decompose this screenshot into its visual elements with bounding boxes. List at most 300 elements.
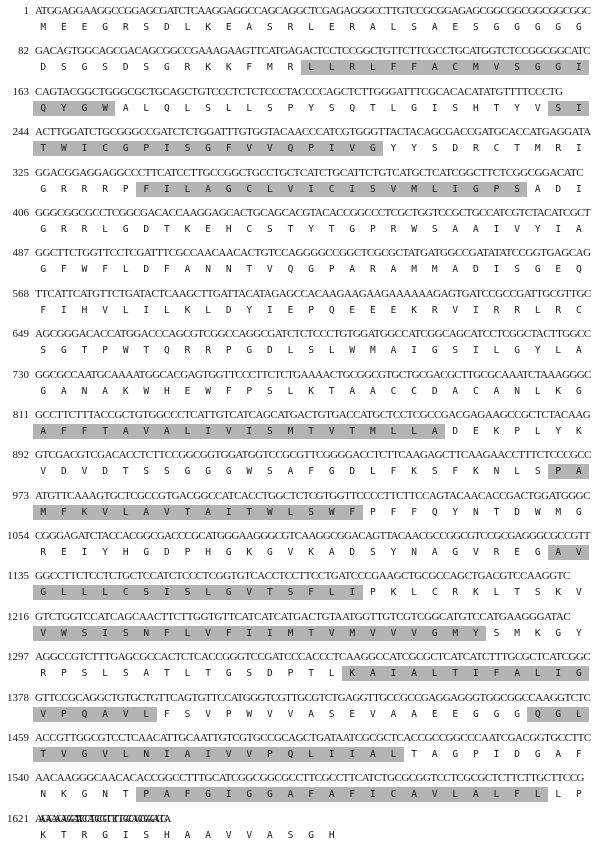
- amino-acid-residue: I: [493, 223, 500, 235]
- amino-acid-residue: T: [370, 102, 376, 114]
- amino-acid-residue: L: [164, 304, 170, 316]
- amino-acid-residue: L: [328, 345, 335, 357]
- amino-acid-residue: P: [370, 506, 376, 518]
- amino-acid-residue: S: [452, 102, 459, 114]
- amino-acid-residue: S: [431, 466, 438, 478]
- amino-acid-residue: L: [143, 102, 150, 114]
- amino-acid-residue: V: [287, 183, 294, 195]
- amino-acid-residue: S: [143, 62, 150, 74]
- amino-acid-residue: L: [184, 425, 191, 437]
- amino-acid-residue: A: [473, 789, 479, 801]
- amino-acid-residue: C: [328, 183, 335, 195]
- amino-acid-residue: W: [534, 506, 541, 518]
- amino-acid-residue: V: [61, 749, 67, 761]
- amino-acid-residue: N: [493, 466, 500, 478]
- amino-acid-residue: K: [246, 547, 253, 559]
- nucleotide-position-number: 82: [18, 45, 29, 58]
- amino-acid-residue: A: [328, 789, 335, 801]
- amino-acid-residue: A: [555, 547, 562, 559]
- amino-acid-residue: G: [308, 264, 314, 276]
- amino-acid-residue: K: [411, 466, 417, 478]
- amino-acid-residue: D: [122, 62, 129, 74]
- amino-acid-residue: F: [40, 304, 47, 316]
- amino-acid-residue: S: [308, 345, 314, 357]
- amino-acid-residue: A: [514, 668, 520, 680]
- amino-acid-residue: E: [328, 22, 335, 33]
- amino-acid-residue: L: [122, 506, 129, 518]
- amino-acid-residue: F: [61, 425, 67, 437]
- amino-acid-residue: L: [390, 425, 397, 437]
- amino-acid-residue: S: [452, 345, 459, 357]
- amino-acid-residue: R: [493, 304, 500, 316]
- amino-acid-residue: L: [411, 425, 417, 437]
- amino-acid-residue: Q: [287, 264, 294, 276]
- amino-acid-residue: A: [205, 183, 211, 195]
- amino-acid-residue: T: [287, 223, 294, 235]
- amino-acid-residue: P: [61, 708, 67, 720]
- amino-acid-residue: A: [431, 425, 438, 437]
- amino-acid-residue: R: [555, 143, 562, 155]
- amino-acid-residue: L: [184, 183, 191, 195]
- amino-acid-residue: L: [493, 587, 500, 599]
- amino-acid-residue: M: [473, 62, 479, 74]
- amino-acid-residue: F: [102, 264, 108, 276]
- amino-acid-residue: M: [370, 345, 376, 357]
- amino-acid-residue: T: [40, 749, 47, 761]
- amino-acid-residue: F: [349, 789, 356, 801]
- amino-acid-residue: R: [205, 345, 211, 357]
- nucleotide-position-number: 811: [12, 408, 29, 421]
- amino-acid-residue: D: [452, 425, 459, 437]
- amino-acid-residue: V: [225, 829, 232, 841]
- amino-acid-residue: Y: [390, 143, 397, 155]
- amino-acid-residue: A: [411, 708, 417, 720]
- amino-acid-residue: A: [534, 183, 541, 195]
- amino-acid-residue: L: [452, 789, 459, 801]
- amino-acid-residue: L: [390, 749, 397, 761]
- amino-acid-residue: R: [370, 264, 376, 276]
- amino-acid-residue: D: [61, 466, 67, 478]
- amino-acid-residue: L: [184, 102, 191, 114]
- amino-acid-residue: Q: [287, 749, 294, 761]
- amino-acid-residue: F: [308, 587, 314, 599]
- amino-acid-residue: L: [576, 708, 582, 720]
- amino-acid-residue: V: [576, 547, 582, 559]
- amino-acid-residue: V: [40, 466, 47, 478]
- amino-acid-row: [33, 666, 593, 681]
- amino-acid-residue: A: [102, 708, 108, 720]
- amino-acid-residue: Y: [102, 547, 108, 559]
- amino-acid-residue: L: [184, 668, 191, 680]
- amino-acid-residue: P: [370, 587, 376, 599]
- amino-acid-residue: V: [411, 627, 417, 639]
- sequence-block: [0, 732, 601, 772]
- amino-acid-residue: S: [370, 183, 376, 195]
- amino-acid-residue: I: [122, 829, 129, 841]
- amino-acid-residue: F: [576, 749, 582, 761]
- amino-acid-residue: L: [534, 789, 541, 801]
- amino-acid-residue: S: [267, 22, 273, 33]
- amino-acid-residue: I: [164, 183, 170, 195]
- amino-acid-residue: A: [267, 829, 273, 841]
- amino-acid-residue: L: [534, 304, 541, 316]
- amino-acid-residue: I: [576, 143, 582, 155]
- amino-acid-residue: A: [122, 425, 129, 437]
- amino-acid-residue: M: [411, 183, 417, 195]
- amino-acid-residue: F: [493, 668, 500, 680]
- amino-acid-residue: D: [555, 183, 562, 195]
- amino-acid-residue: D: [349, 466, 356, 478]
- amino-acid-residue: S: [514, 183, 520, 195]
- amino-acid-residue: A: [555, 749, 562, 761]
- amino-acid-residue: I: [576, 62, 582, 74]
- amino-acid-residue: F: [308, 466, 314, 478]
- amino-acid-residue: G: [534, 749, 541, 761]
- amino-acid-residue: I: [143, 304, 150, 316]
- amino-acid-residue: P: [267, 749, 273, 761]
- amino-acid-residue: C: [431, 587, 438, 599]
- amino-acid-residue: Q: [164, 345, 170, 357]
- amino-acid-residue: P: [61, 668, 67, 680]
- amino-acid-residue: K: [555, 587, 562, 599]
- amino-acid-residue: E: [205, 223, 211, 235]
- amino-acid-residue: S: [555, 102, 562, 114]
- amino-acid-residue: K: [61, 789, 67, 801]
- amino-acid-residue: W: [267, 506, 273, 518]
- amino-acid-residue: L: [370, 466, 376, 478]
- amino-acid-residue: G: [81, 789, 88, 801]
- amino-acid-residue: F: [390, 466, 397, 478]
- amino-acid-residue: E: [184, 385, 191, 397]
- sequence-block: [0, 167, 601, 207]
- nucleotide-sequence: GGACGGAGGAGGCCCTTCATCCTTGCCGGCTGCCTGCTCATCTGCATTCTGTCATGCTCATCGGCTTCTCGGCGGACATC: [35, 166, 584, 179]
- amino-acid-residue: I: [370, 789, 376, 801]
- amino-acid-residue: S: [40, 345, 47, 357]
- amino-acid-residue: L: [431, 668, 438, 680]
- amino-acid-residue: A: [431, 62, 438, 74]
- amino-acid-residue: R: [287, 62, 294, 74]
- amino-acid-residue: L: [205, 587, 211, 599]
- amino-acid-residue: Q: [349, 102, 356, 114]
- amino-acid-residue: I: [81, 547, 88, 559]
- amino-acid-residue: S: [184, 143, 191, 155]
- amino-acid-residue: V: [370, 627, 376, 639]
- amino-acid-residue: L: [493, 345, 500, 357]
- amino-acid-residue: L: [102, 223, 108, 235]
- nucleotide-position-number: 406: [12, 206, 29, 219]
- amino-acid-residue: T: [493, 102, 500, 114]
- amino-acid-residue: G: [555, 708, 562, 720]
- amino-acid-residue: L: [514, 466, 520, 478]
- amino-acid-residue: G: [534, 264, 541, 276]
- amino-acid-residue: K: [225, 62, 232, 74]
- amino-acid-residue: A: [370, 385, 376, 397]
- amino-acid-residue: G: [225, 587, 232, 599]
- amino-acid-residue: A: [493, 385, 500, 397]
- amino-acid-residue: F: [164, 708, 170, 720]
- amino-acid-residue: F: [184, 789, 191, 801]
- amino-acid-residue: H: [473, 102, 479, 114]
- amino-acid-residue: F: [61, 264, 67, 276]
- amino-acid-residue: M: [534, 143, 541, 155]
- amino-acid-residue: M: [40, 506, 47, 518]
- nucleotide-sequence: ACCGTTGGCGTCCTCAACATTGCAATTGTCGTGCCGCAGCTGATAATCGCGCTCACCGCCGGCCCAATCGACGGTGCCTTC: [35, 732, 591, 745]
- amino-acid-residue: R: [431, 304, 438, 316]
- amino-acid-residue: P: [328, 264, 335, 276]
- amino-acid-residue: Q: [431, 506, 438, 518]
- amino-acid-residue: P: [493, 183, 500, 195]
- amino-acid-residue: D: [164, 22, 170, 33]
- amino-acid-residue: T: [349, 425, 356, 437]
- nucleotide-position-number: 1216: [7, 610, 29, 623]
- amino-acid-residue: R: [184, 345, 191, 357]
- amino-acid-residue: S: [143, 466, 150, 478]
- amino-acid-residue: A: [370, 22, 376, 33]
- nucleotide-sequence: AACAAGGGCAACACACCGGCCTTTGCATCGGCGGCGCCTTCGCCTTCATCTGCGCGGTCCTCGCGCTCTTCTTGCTTCCG: [35, 772, 584, 785]
- nucleotide-position-number: 325: [12, 166, 29, 179]
- nucleotide-position-number: 649: [12, 328, 29, 341]
- amino-acid-residue: Y: [308, 102, 314, 114]
- amino-acid-residue: G: [473, 183, 479, 195]
- amino-acid-residue: A: [205, 829, 211, 841]
- amino-acid-residue: A: [411, 789, 417, 801]
- amino-acid-residue: T: [308, 425, 314, 437]
- nucleotide-sequence: GACAGTGGCAGCGACAGCGGCCGAAAGAAGTTCATGAGACTCCTCCGGCTGTTCTTCGCCTGCATGGTCTCCGGCGGCATC: [35, 45, 590, 58]
- amino-acid-residue: V: [246, 829, 253, 841]
- amino-acid-row: [33, 101, 593, 116]
- amino-acid-residue: S: [143, 587, 150, 599]
- amino-acid-residue: P: [308, 304, 314, 316]
- amino-acid-residue: L: [390, 22, 397, 33]
- amino-acid-residue: I: [246, 627, 253, 639]
- amino-acid-residue: P: [287, 102, 294, 114]
- amino-acid-residue: G: [81, 749, 88, 761]
- amino-acid-residue: M: [411, 264, 417, 276]
- amino-acid-residue: C: [411, 385, 417, 397]
- amino-acid-residue: G: [225, 668, 232, 680]
- amino-acid-residue: P: [122, 183, 129, 195]
- sequence-block: [0, 328, 601, 368]
- amino-acid-residue: D: [267, 345, 273, 357]
- amino-acid-row: [33, 60, 593, 75]
- amino-acid-residue: D: [349, 547, 356, 559]
- amino-acid-residue: L: [143, 708, 150, 720]
- amino-acid-residue: S: [205, 102, 211, 114]
- amino-acid-residue: A: [164, 425, 170, 437]
- amino-acid-residue: D: [143, 264, 150, 276]
- amino-acid-residue: D: [40, 62, 47, 74]
- amino-acid-residue: N: [102, 789, 108, 801]
- amino-acid-residue: G: [534, 62, 541, 74]
- amino-acid-residue: R: [349, 62, 356, 74]
- amino-acid-residue: Y: [514, 102, 520, 114]
- amino-acid-residue: I: [225, 789, 232, 801]
- amino-acid-residue: E: [349, 708, 356, 720]
- amino-acid-residue: S: [267, 223, 273, 235]
- amino-acid-residue: L: [184, 627, 191, 639]
- amino-acid-residue: S: [81, 627, 88, 639]
- amino-acid-residue: A: [349, 264, 356, 276]
- sequence-block: [0, 369, 601, 409]
- amino-acid-residue: P: [514, 425, 520, 437]
- amino-acid-residue: A: [431, 547, 438, 559]
- nucleotide-sequence: GGCCTTCTCCTCTGCTCCATCTCCCTCGGTGTCACCTCCTTCCTGATCCCGAAGCTGCGCCAGCTGACGTCCAAGGTC: [35, 570, 570, 583]
- amino-acid-residue: V: [81, 466, 88, 478]
- sequence-block: [0, 5, 601, 45]
- amino-acid-residue: I: [164, 143, 170, 155]
- amino-acid-residue: E: [225, 22, 232, 33]
- amino-acid-row: [33, 747, 593, 762]
- amino-acid-residue: A: [61, 385, 67, 397]
- amino-acid-residue: Q: [576, 264, 582, 276]
- amino-acid-residue: H: [81, 304, 88, 316]
- amino-acid-row: [33, 424, 593, 439]
- amino-acid-residue: L: [225, 102, 232, 114]
- amino-acid-residue: V: [390, 183, 397, 195]
- amino-acid-residue: L: [287, 506, 294, 518]
- amino-acid-residue: I: [61, 304, 67, 316]
- amino-acid-residue: T: [205, 668, 211, 680]
- nucleotide-sequence: CGGGAGATCTACCACGGCGACCCGCATGGGAAGGGCGTCAAGGCGGACAGTTACAACGCCGGCGTCCGCGAGGGCGCCGTT: [35, 530, 590, 543]
- amino-acid-residue: I: [473, 304, 479, 316]
- amino-acid-residue: T: [143, 345, 150, 357]
- nucleotide-sequence: GGCTTCTGGTTCCTCGATTTCGCCAACAACACTGTCCAGGGGCCGGCTCGCGCTATGATGGCCGATATATCCGGTGAGCAG: [35, 247, 591, 260]
- amino-acid-residue: I: [102, 627, 108, 639]
- amino-acid-residue: G: [452, 547, 459, 559]
- nucleotide-sequence: AGCGGGACACCATGGACCCAGCGTCGGCCAGGCGATCTCTCCCTGTGGATGGCCATCGGCAGCATCCTCGGCTACTTGGCC: [35, 328, 591, 341]
- amino-acid-residue: A: [576, 466, 582, 478]
- amino-acid-residue: T: [514, 143, 520, 155]
- amino-acid-residue: W: [61, 143, 67, 155]
- amino-acid-residue: R: [349, 22, 356, 33]
- amino-acid-residue: L: [431, 183, 438, 195]
- nucleotide-sequence: ACTTGGATCTGCGGGCCGATCTCTGGATTTGTGGTACAACCCATCGTGGGTTACTACAGCGACCGATGCACCATGAGGATA: [35, 126, 591, 139]
- amino-acid-residue: R: [122, 22, 129, 33]
- amino-acid-residue: G: [122, 143, 129, 155]
- amino-acid-residue: K: [122, 385, 129, 397]
- amino-acid-residue: F: [452, 466, 459, 478]
- amino-acid-residue: T: [411, 749, 417, 761]
- nucleotide-position-number: 487: [12, 247, 29, 260]
- amino-acid-residue: T: [81, 345, 88, 357]
- amino-acid-residue: E: [431, 708, 438, 720]
- amino-acid-residue: G: [555, 62, 562, 74]
- amino-acid-residue: S: [61, 62, 67, 74]
- amino-acid-residue: C: [473, 385, 479, 397]
- amino-acid-residue: A: [452, 385, 459, 397]
- sequence-block: [0, 45, 601, 85]
- amino-acid-residue: R: [81, 183, 88, 195]
- amino-acid-residue: M: [514, 627, 520, 639]
- sequence-block: [0, 247, 601, 287]
- amino-acid-residue: R: [40, 668, 47, 680]
- amino-acid-residue: G: [534, 547, 541, 559]
- amino-acid-residue: I: [246, 425, 253, 437]
- sequence-block: [0, 772, 601, 812]
- amino-acid-residue: G: [493, 708, 500, 720]
- nucleotide-position-number: 244: [12, 126, 29, 139]
- amino-acid-row: [33, 384, 593, 399]
- amino-acid-residue: N: [205, 264, 211, 276]
- nucleotide-position-number: 1540: [7, 772, 29, 785]
- amino-acid-residue: D: [225, 304, 232, 316]
- amino-acid-residue: G: [555, 627, 562, 639]
- amino-acid-residue: I: [349, 749, 356, 761]
- amino-acid-row: [33, 828, 593, 843]
- amino-acid-residue: L: [122, 749, 129, 761]
- amino-acid-residue: A: [370, 668, 376, 680]
- amino-acid-residue: R: [61, 223, 67, 235]
- amino-acid-residue: G: [81, 62, 88, 74]
- sequence-block: [0, 449, 601, 489]
- amino-acid-residue: Y: [390, 547, 397, 559]
- amino-acid-residue: R: [184, 62, 191, 74]
- amino-acid-residue: F: [246, 62, 253, 74]
- nucleotide-sequence: GTCTGGTCCATCAGCAACTTCTTGGTGTTCATCATCATGACTGTAATGGTTGTCGTCGGCATGTCCATGAAGGGATAC: [35, 610, 571, 623]
- amino-acid-residue: T: [102, 425, 108, 437]
- nucleotide-sequence: GGGCGGCGCCTCGGCGACACCAAGGAGCACTGCAGCACGTACACCGGCCCTCGCTGGTCCGCTGCCATCGTCTACATCGCT: [35, 206, 590, 219]
- amino-acid-residue: V: [370, 708, 376, 720]
- amino-acid-residue: A: [431, 749, 438, 761]
- amino-acid-residue: M: [349, 627, 356, 639]
- amino-acid-residue: S: [267, 425, 273, 437]
- amino-acid-residue: K: [534, 627, 541, 639]
- amino-acid-residue: F: [61, 506, 67, 518]
- amino-acid-residue: S: [81, 668, 88, 680]
- amino-acid-residue: N: [81, 385, 88, 397]
- amino-acid-residue: A: [287, 466, 294, 478]
- nucleotide-position-number: 1621: [7, 812, 29, 825]
- amino-acid-residue: V: [102, 506, 108, 518]
- sequence-block: [0, 288, 601, 328]
- amino-acid-residue: V: [102, 749, 108, 761]
- amino-acid-residue: I: [328, 143, 335, 155]
- nucleotide-sequence: ATGGAGGAAGGCCGGAGCGATCTCAAGGAGGCCAGCAGGCTCGAGAGGGCCTTGTCCGCGGAGAGCGGCGGCGGCGGCGGC: [35, 5, 591, 17]
- amino-acid-residue: G: [40, 587, 47, 599]
- amino-acid-residue: V: [287, 708, 294, 720]
- nucleotide-position-number: 1378: [7, 691, 29, 704]
- nucleotide-position-number: 568: [12, 287, 29, 300]
- amino-acid-residue: I: [225, 506, 232, 518]
- amino-acid-residue: E: [473, 425, 479, 437]
- amino-acid-residue: Q: [328, 304, 335, 316]
- amino-acid-residue: Q: [534, 708, 541, 720]
- amino-acid-row: [33, 626, 593, 641]
- amino-acid-residue: I: [555, 223, 562, 235]
- amino-acid-residue: D: [452, 143, 459, 155]
- amino-acid-residue: P: [555, 466, 562, 478]
- nucleotide-sequence: GGCGCCAATGCAAAATGGCACGAGTGGTTCCCTTCTCTGAAAACTGCGGCGTGCTGCGACGCTTGCGCAAATCTAAAGGGC: [35, 368, 591, 381]
- sequence-block: [0, 490, 601, 530]
- amino-acid-residue: G: [267, 547, 273, 559]
- amino-acid-residue: G: [246, 345, 253, 357]
- amino-acid-residue: T: [164, 668, 170, 680]
- amino-acid-residue: N: [40, 789, 47, 801]
- amino-acid-residue: S: [267, 385, 273, 397]
- amino-acid-residue: S: [122, 627, 129, 639]
- amino-acid-residue: Y: [555, 425, 562, 437]
- amino-acid-residue: R: [287, 22, 294, 33]
- amino-acid-residue: M: [40, 22, 47, 33]
- amino-acid-residue: G: [225, 547, 232, 559]
- amino-acid-residue: K: [555, 385, 562, 397]
- amino-acid-residue: A: [411, 668, 417, 680]
- amino-acid-residue: H: [164, 385, 170, 397]
- amino-acid-residue: C: [122, 587, 129, 599]
- amino-acid-residue: D: [267, 668, 273, 680]
- amino-acid-row: [33, 707, 593, 722]
- amino-acid-residue: S: [534, 587, 541, 599]
